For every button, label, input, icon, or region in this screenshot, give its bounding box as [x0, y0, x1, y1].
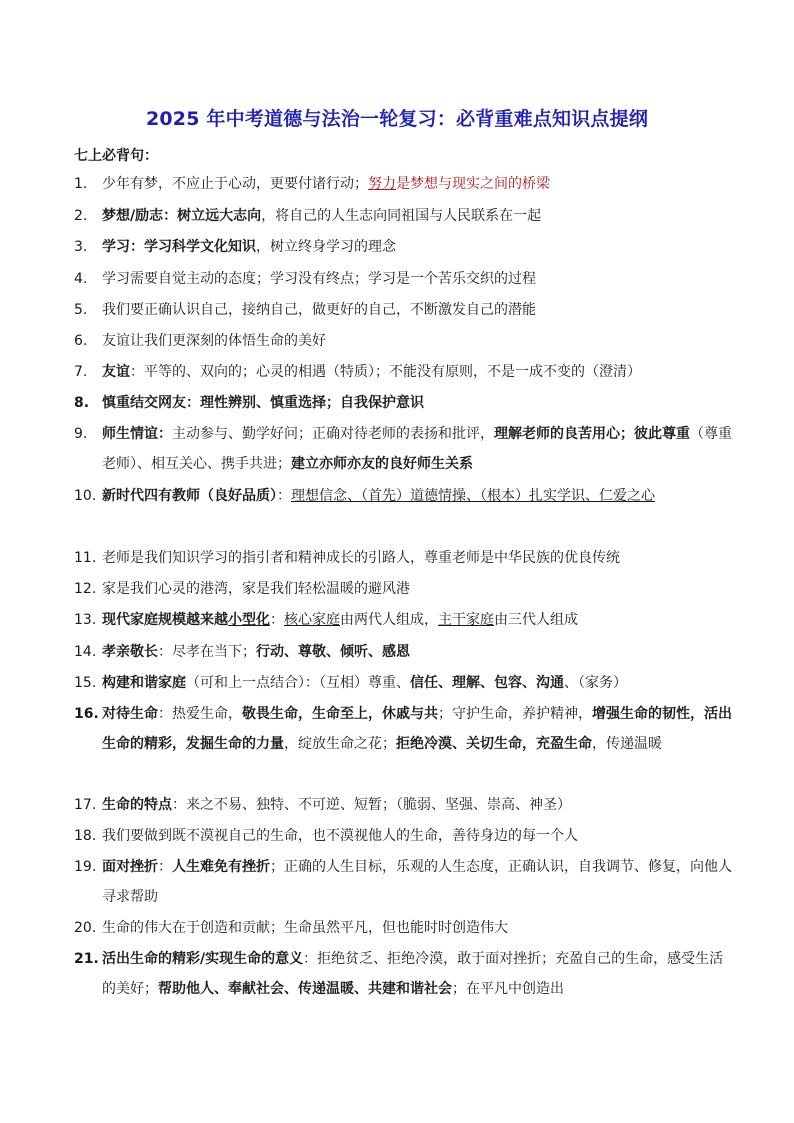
- item-text: [102, 668, 734, 698]
- item-text-segment: 老师是我们知识学习的指引者和精神成长的引路人，尊重老师是中华民族的优良传统: [102, 550, 620, 566]
- item-text-segment: 、（家务）: [564, 675, 627, 691]
- item-number: 14.: [74, 644, 97, 660]
- item-text-segment: ，绽放生命之花；: [284, 736, 396, 752]
- page-title: 2025 年中考道德与法治一轮复习：必背重难点知识点提纲: [145, 108, 649, 130]
- item-text-segment: 主动参与、勤学好问；正确对待老师的表扬和批评，: [172, 426, 494, 442]
- item-number: 15.: [74, 675, 97, 691]
- item-number: 10.: [74, 488, 97, 504]
- item-text-segment: （可和上一点结合）：（互相）尊重、: [186, 675, 410, 691]
- item-text: [102, 637, 734, 667]
- item-text: [102, 357, 734, 387]
- item-text-segment: 我们要正确认识自己，接纳自己，做更好的自己，不断激发自己的潜能: [102, 302, 536, 318]
- item-text: [102, 232, 734, 262]
- item-number: 2.: [74, 208, 88, 224]
- item-text-segment: 是梦想与现实之间的桥梁: [396, 176, 550, 192]
- outline-item: [74, 605, 734, 635]
- item-text-segment: 增强生命的韧性，活出生命的精彩，发掘生命的力量: [102, 706, 732, 752]
- item-text: [102, 699, 734, 759]
- outline-item: [74, 668, 734, 698]
- item-text-segment: 梦想/励志：树立远大志向: [102, 208, 262, 224]
- item-number: 3.: [74, 239, 88, 255]
- outline-item: [74, 295, 734, 325]
- item-text-segment: 理想信念、（首先）道德情操、（根本）扎实学识、仁爱之心: [291, 488, 655, 504]
- item-text-segment: ，将自己的人生志向同祖国与人民联系在一起: [261, 208, 542, 224]
- item-text-segment: ；正确的人生目标，乐观的人生态度，正确认识，自我调节、修复，向他人寻求帮助: [102, 859, 732, 905]
- item-number: 1.: [74, 176, 88, 192]
- section-heading: 七上必背句：: [74, 148, 158, 164]
- item-text-segment: 我们要做到既不漠视自己的生命，也不漠视他人的生命，善待身边的每一个人: [102, 828, 578, 844]
- item-number: 12.: [74, 581, 97, 597]
- item-text: [102, 944, 734, 1004]
- item-text: [102, 913, 734, 943]
- item-number: 4.: [74, 271, 88, 287]
- item-text-segment: 活出生命的精彩/实现生命的意义: [102, 951, 304, 967]
- item-text-segment: 学习需要自觉主动的态度；学习没有终点；学习是一个苦乐交织的过程: [102, 271, 536, 287]
- item-text-segment: 现代家庭规模越来越: [102, 612, 228, 628]
- item-text: [102, 169, 734, 199]
- outline-item: [74, 821, 734, 851]
- item-text-segment: 学习：学习科学文化知识: [102, 239, 256, 255]
- item-text-segment: ：来之不易、独特、不可逆、短暂；（脆弱、坚强、崇高、神圣）: [172, 797, 571, 813]
- outline-item: [74, 201, 734, 231]
- item-text-segment: 建立亦师亦友的良好师生关系: [291, 456, 473, 472]
- item-text: [102, 790, 734, 820]
- item-text: [102, 419, 734, 479]
- item-text: [102, 543, 734, 573]
- item-number: 17.: [74, 797, 97, 813]
- item-number: 16.: [74, 706, 99, 722]
- item-number: 13.: [74, 612, 97, 628]
- item-text-segment: ，树立终身学习的理念: [256, 239, 396, 255]
- item-text-segment: 友谊: [102, 364, 130, 380]
- item-text-segment: ；在平凡中创造出: [452, 981, 564, 997]
- item-text: [102, 201, 734, 231]
- item-text-segment: 构建和谐家庭: [102, 675, 186, 691]
- outline-item: [74, 852, 734, 912]
- item-text-segment: 生命的伟大在于创造和贡献；生命虽然平凡，但也能时时创造伟大: [102, 920, 508, 936]
- item-text: [102, 821, 734, 851]
- item-text-segment: 敬畏生命，生命至上，休戚与共: [242, 706, 438, 722]
- item-text-segment: 家是我们心灵的港湾，家是我们轻松温暖的避风港: [102, 581, 410, 597]
- item-text: [102, 264, 734, 294]
- outline-item: [74, 357, 734, 387]
- item-text-segment: 信任、理解、包容、沟通: [410, 675, 564, 691]
- item-text: [102, 295, 734, 325]
- item-text-segment: 生命的特点: [102, 797, 172, 813]
- item-text: [102, 574, 734, 604]
- outline-item: [74, 326, 734, 356]
- item-text: [102, 852, 734, 912]
- item-number: 20.: [74, 920, 97, 936]
- item-text-segment: 拒绝冷漠、关切生命，充盈生命: [396, 736, 592, 752]
- item-text: [102, 388, 734, 418]
- item-text-segment: 师生情谊：: [102, 426, 172, 442]
- item-text: [102, 605, 734, 635]
- item-number: 11.: [74, 550, 97, 566]
- item-text-segment: 对待生命: [102, 706, 158, 722]
- item-text-segment: ：拒绝贫乏、拒绝冷漠，敢于面对挫折；充盈自己的生命，感受生活的美好；: [102, 951, 724, 997]
- outline-item: [74, 388, 734, 418]
- item-text-segment: ：平等的、双向的；心灵的相遇（特质）；不能没有原则，不是一成不变的（澄清）: [130, 364, 641, 380]
- item-number: 6.: [74, 333, 88, 349]
- item-text-segment: 人生难免有挫折: [172, 859, 270, 875]
- item-text-segment: 核心家庭: [284, 612, 340, 628]
- item-number: 5.: [74, 302, 88, 318]
- item-text-segment: 少年有梦，不应止于心动，更要付诸行动；: [102, 176, 368, 192]
- outline-item: [74, 419, 734, 479]
- outline-item: [74, 232, 734, 262]
- item-text-segment: ：: [158, 859, 172, 875]
- outline-item: [74, 543, 734, 573]
- item-text-segment: 帮助他人、奉献社会、传递温暖、共建和谐社会: [158, 981, 452, 997]
- item-text-segment: ；守护生命，养护精神，: [438, 706, 592, 722]
- item-text-segment: （尊重老师）、相互关心、携手共进；: [102, 426, 732, 472]
- item-number: 8.: [74, 395, 90, 411]
- item-text-segment: ：: [270, 612, 284, 628]
- item-number: 9.: [74, 426, 88, 442]
- outline-item: [74, 790, 734, 820]
- outline-item: [74, 637, 734, 667]
- item-number: 7.: [74, 364, 88, 380]
- outline-item: [74, 944, 734, 1004]
- item-text-segment: ：: [277, 488, 291, 504]
- outline-item: [74, 169, 734, 199]
- outline-item: [74, 264, 734, 294]
- item-number: 18.: [74, 828, 97, 844]
- item-text-segment: 孝亲敬长: [102, 644, 158, 660]
- item-text-segment: 努力: [368, 176, 396, 192]
- item-text-segment: 主干家庭: [438, 612, 494, 628]
- item-text-segment: 友谊让我们更深刻的体悟生命的美好: [102, 333, 326, 349]
- item-text-segment: ：尽孝在当下；: [158, 644, 256, 660]
- item-text-segment: 慎重结交网友：理性辨别、慎重选择；自我保护意识: [102, 395, 424, 411]
- item-text: [102, 326, 734, 356]
- item-text: [102, 481, 734, 511]
- item-text-segment: ，传递温暖: [592, 736, 662, 752]
- outline-item: [74, 699, 734, 759]
- item-text-segment: 理解老师的良苦用心；彼此尊重: [494, 426, 690, 442]
- item-text-segment: 由三代人组成: [494, 612, 578, 628]
- item-text-segment: 行动、尊敬、倾听、感恩: [256, 644, 410, 660]
- item-text-segment: 由两代人组成，: [340, 612, 438, 628]
- item-text-segment: 面对挫折: [102, 859, 158, 875]
- item-text-segment: 小型化: [228, 612, 270, 628]
- item-text-segment: ：热爱生命，: [158, 706, 242, 722]
- outline-item: [74, 913, 734, 943]
- outline-item: [74, 574, 734, 604]
- item-text-segment: 新时代四有教师（良好品质）: [102, 488, 277, 504]
- item-number: 19.: [74, 859, 97, 875]
- outline-item: [74, 481, 734, 511]
- item-number: 21.: [74, 951, 99, 967]
